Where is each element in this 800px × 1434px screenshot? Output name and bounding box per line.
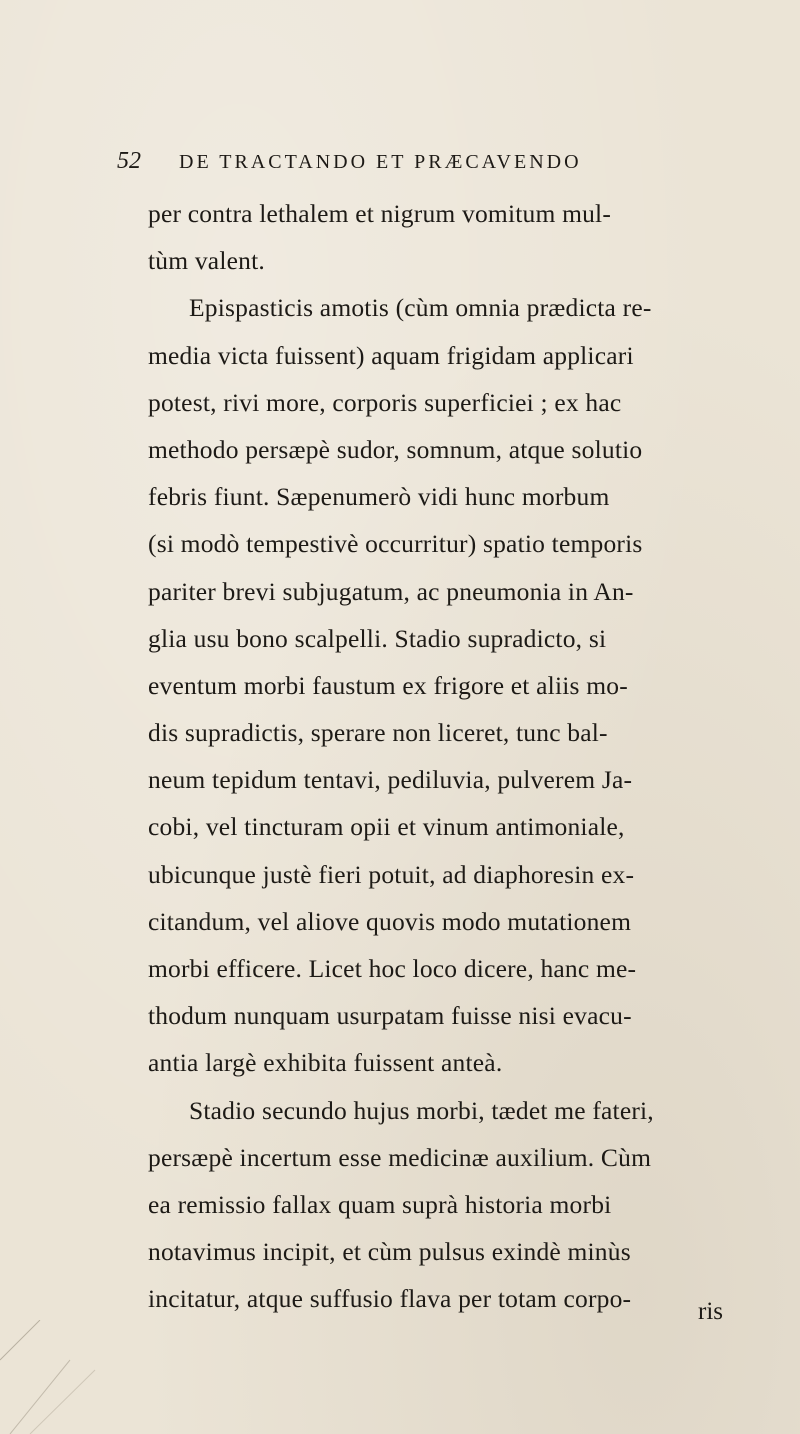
text-line: febris fiunt. Sæpenumerò vidi hunc morbum — [148, 482, 610, 512]
catchword: ris — [698, 1298, 723, 1325]
paragraph-start-line: Epispasticis amotis (cùm omnia prædicta re- — [189, 293, 652, 323]
running-head — [117, 148, 677, 178]
text-line: notavimus incipit, et cùm pulsus exindè minùs — [148, 1237, 631, 1267]
text-line: citandum, vel aliove quovis modo mutationem — [148, 906, 632, 936]
body-text — [148, 190, 748, 1323]
text-line: eventum morbi faustum ex frigore et aliis mo- — [148, 670, 628, 700]
text-line: pariter brevi subjugatum, ac pneumonia in An- — [148, 576, 634, 606]
text-line: cobi, vel tincturam opii et vinum antimoniale, — [148, 812, 625, 842]
text-line: dis supradictis, sperare non liceret, tunc bal- — [148, 718, 608, 748]
text-line: ubicunque justè fieri potuit, ad diaphoresin ex- — [148, 859, 635, 889]
text-line: methodo persæpè sudor, somnum, atque solutio — [148, 434, 643, 464]
text-line: antia largè exhibita fuissent anteà. — [148, 1048, 503, 1078]
running-title: DE TRACTANDO ET PRÆCAVENDO — [179, 151, 582, 173]
page-number: 52 — [117, 148, 141, 174]
text-line: glia usu bono scalpelli. Stadio supradicto, si — [148, 623, 607, 653]
text-line: ea remissio fallax quam suprà historia morbi — [148, 1189, 612, 1219]
text-line: media victa fuissent) aquam frigidam applicari — [148, 340, 634, 370]
text-line: neum tepidum tentavi, pediluvia, pulverem Ja- — [148, 765, 633, 795]
text-line: potest, rivi more, corporis superficiei ; ex hac — [148, 387, 622, 417]
page-corner-shadow — [0, 1320, 120, 1434]
text-line: incitatur, atque suffusio flava per totam corpo- — [148, 1284, 632, 1314]
text-line: (si modò tempestivè occurritur) spatio temporis — [148, 529, 643, 559]
text-line: persæpè incertum esse medicinæ auxilium. Cùm — [148, 1142, 652, 1172]
paragraph-start-line: Stadio secundo hujus morbi, tædet me fateri, — [189, 1095, 654, 1125]
text-line: thodum nunquam usurpatam fuisse nisi evacu- — [148, 1001, 632, 1031]
text-line: per contra lethalem et nigrum vomitum mul- — [148, 199, 612, 228]
text-line: tùm valent. — [148, 246, 265, 276]
text-line: morbi efficere. Licet hoc loco dicere, hanc me- — [148, 954, 637, 983]
